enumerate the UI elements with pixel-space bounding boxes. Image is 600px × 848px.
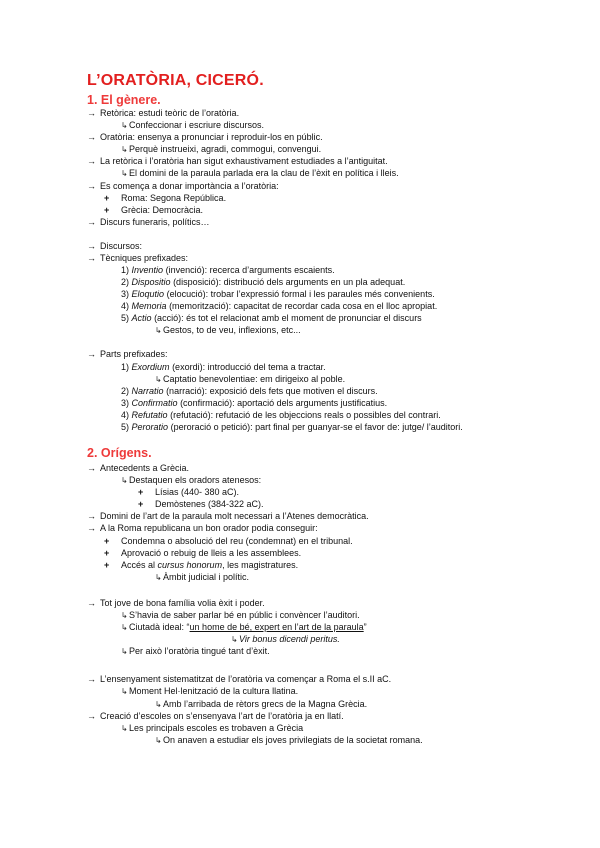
- list-item: ↳Amb l’arribada de rètors grecs de la Magna Grècia.: [155, 699, 368, 709]
- technique-item: 2) Dispositio (disposició): distribució dels arguments en un pla adequat.: [121, 277, 406, 287]
- arrow-icon: →: [87, 711, 96, 721]
- list-item: ↳El domini de la paraula parlada era la clau de l’èxit en política i lleis.: [121, 168, 399, 178]
- list-item: ↳Destaquen els oradors atenesos:: [121, 475, 262, 485]
- list-item: ↳Captatio benevolentiae: em dirigeixo al poble.: [155, 374, 346, 384]
- list-item: → L’ensenyament sistematitzat de l’oratòria va començar a Roma el s.II aC.: [87, 674, 392, 684]
- list-item: ↳Confeccionar i escriure discursos.: [121, 120, 265, 130]
- list-item: + Roma: Segona República.: [104, 193, 227, 203]
- list-item: → Discurs funeraris, polítics…: [87, 217, 210, 227]
- arrow-icon: →: [87, 217, 96, 227]
- page-title: L’ORATÒRIA, CICERÓ.: [87, 72, 264, 89]
- part-item: 2) Narratio (narració): exposició dels fets que motiven el discurs.: [121, 386, 378, 396]
- subarrow-icon: ↳: [155, 326, 162, 335]
- part-item: 5) Peroratio (peroració o petició): part final per guanyar-se el favor de: jutge/ l’auditori.: [121, 422, 463, 432]
- plus-bullet-icon: +: [104, 560, 110, 570]
- list-item: ↳On anaven a estudiar els joves privilegiats de la societat romana.: [155, 735, 423, 745]
- list-item: → Creació d’escoles on s’ensenyava l’art de l’oratòria ja en llatí.: [87, 711, 344, 721]
- section-heading-genere: 1. El gènere.: [87, 93, 161, 107]
- list-item: → Domini de l’art de la paraula molt necessari a l’Atenes democràtica.: [87, 511, 369, 521]
- list-item: ↳Vir bonus dicendi peritus.: [231, 634, 340, 644]
- subarrow-icon: ↳: [155, 736, 162, 745]
- arrow-icon: →: [87, 674, 96, 684]
- subarrow-icon: ↳: [121, 121, 128, 130]
- list-item: + Condemna o absolució del reu (condemnat) en el tribunal.: [104, 536, 353, 546]
- technique-item: 5) Actio (acció): és tot el relacionat amb el moment de pronunciar el discurs: [121, 313, 422, 323]
- list-item: ↳Les principals escoles es trobaven a Grècia: [121, 723, 304, 733]
- list-item: → Oratòria: ensenya a pronunciar i reproduir-los en públic.: [87, 132, 323, 142]
- part-item: 1) Exordium (exordi): introducció del tema a tractar.: [121, 362, 326, 372]
- subarrow-icon: ↳: [155, 700, 162, 709]
- plus-bullet-icon: +: [104, 205, 110, 215]
- technique-item: 3) Eloqutio (elocució): trobar l’expressió formal i les paraules més convenients.: [121, 289, 435, 299]
- list-item: → Parts prefixades:: [87, 349, 168, 359]
- list-item: ↳Per això l’oratòria tingué tant d’èxit.: [121, 646, 270, 656]
- section-heading-origens: 2. Orígens.: [87, 446, 152, 460]
- list-item: ↳S’havia de saber parlar bé en públic i convèncer l’auditori.: [121, 610, 360, 620]
- list-item: + Grècia: Democràcia.: [104, 205, 204, 215]
- arrow-icon: →: [87, 241, 96, 251]
- list-item: → Retòrica: estudi teòric de l’oratòria.: [87, 108, 240, 118]
- subarrow-icon: ↳: [155, 573, 162, 582]
- subarrow-icon: ↳: [121, 687, 128, 696]
- list-item: ↳Àmbit judicial i polític.: [155, 572, 250, 582]
- part-item: 3) Confirmatio (confirmació): aportació dels arguments justificatius.: [121, 398, 388, 408]
- arrow-icon: →: [87, 463, 96, 473]
- subarrow-icon: ↳: [121, 647, 128, 656]
- plus-bullet-icon: +: [138, 487, 144, 497]
- list-item: → La retòrica i l’oratòria han sigut exhaustivament estudiades a l’antiguitat.: [87, 156, 388, 166]
- list-item: → A la Roma republicana un bon orador podia conseguir:: [87, 523, 318, 533]
- list-item: + Accés al cursus honorum, les magistratures.: [104, 560, 299, 570]
- list-item: + Demòstenes (384-322 aC).: [138, 499, 264, 509]
- subarrow-icon: ↳: [121, 476, 128, 485]
- list-item: ↳Moment Hel·lenització de la cultura llatina.: [121, 686, 299, 696]
- plus-bullet-icon: +: [104, 548, 110, 558]
- list-item: + Aprovació o rebuig de lleis a les assemblees.: [104, 548, 302, 558]
- list-item: → Tècniques prefixades:: [87, 253, 189, 263]
- subarrow-icon: ↳: [121, 145, 128, 154]
- list-item: → Antecedents a Grècia.: [87, 463, 190, 473]
- technique-item: 4) Memoria (memorització): capacitat de recordar cada cosa en el lloc apropiat.: [121, 301, 438, 311]
- subarrow-icon: ↳: [121, 611, 128, 620]
- list-item: + Lísias (440- 380 aC).: [138, 487, 240, 497]
- plus-bullet-icon: +: [104, 193, 110, 203]
- plus-bullet-icon: +: [104, 536, 110, 546]
- subarrow-icon: ↳: [121, 169, 128, 178]
- subarrow-icon: ↳: [155, 375, 162, 384]
- list-item: ↳Perquè instrueixi, agradi, commogui, convengui.: [121, 144, 322, 154]
- arrow-icon: →: [87, 349, 96, 359]
- subarrow-icon: ↳: [231, 635, 238, 644]
- arrow-icon: →: [87, 523, 96, 533]
- list-item: → Tot jove de bona família volia èxit i poder.: [87, 598, 265, 608]
- arrow-icon: →: [87, 108, 96, 118]
- subarrow-icon: ↳: [121, 724, 128, 733]
- list-item: ↳Ciutadà ideal: “un home de bé, expert en l’art de la paraula”: [121, 622, 367, 632]
- arrow-icon: →: [87, 156, 96, 166]
- arrow-icon: →: [87, 253, 96, 263]
- list-item: → Discursos:: [87, 241, 143, 251]
- list-item: ↳Gestos, to de veu, inflexions, etc...: [155, 325, 301, 335]
- plus-bullet-icon: +: [138, 499, 144, 509]
- list-item: → Es comença a donar importància a l’oratòria:: [87, 181, 279, 191]
- subarrow-icon: ↳: [121, 623, 128, 632]
- part-item: 4) Refutatio (refutació): refutació de les objeccions reals o possibles del contrari.: [121, 410, 441, 420]
- arrow-icon: →: [87, 598, 96, 608]
- arrow-icon: →: [87, 132, 96, 142]
- arrow-icon: →: [87, 511, 96, 521]
- arrow-icon: →: [87, 181, 96, 191]
- technique-item: 1) Inventio (invenció): recerca d’arguments escaients.: [121, 265, 335, 275]
